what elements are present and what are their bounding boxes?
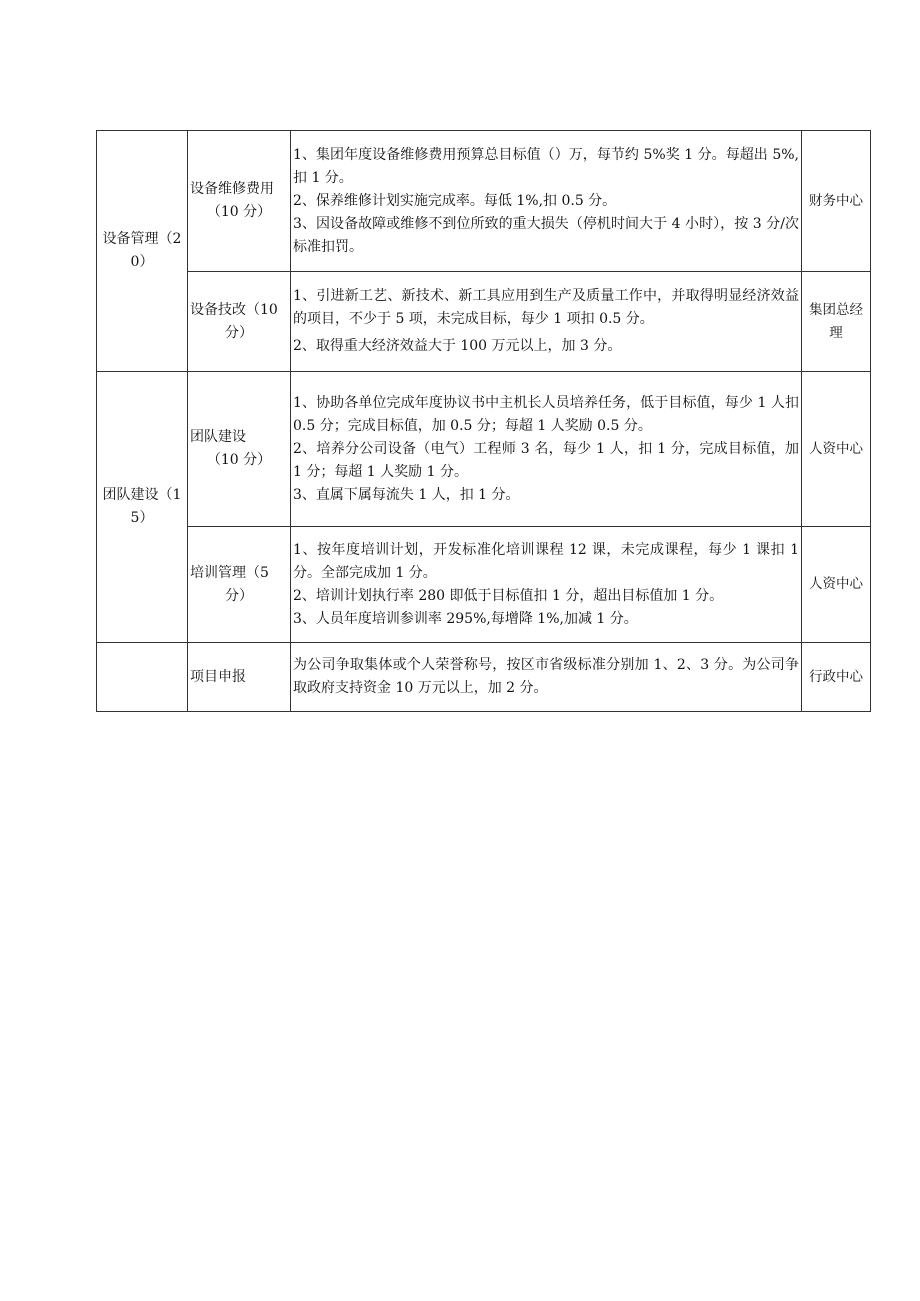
item-score: 分）	[225, 587, 253, 604]
criteria-cell	[291, 372, 802, 527]
criteria-cell	[291, 131, 802, 272]
table-row	[97, 643, 871, 712]
category-label: 设备管理（20）	[102, 231, 182, 270]
criteria-line: 2、取得重大经济效益大于 100 万元以上，加 3 分。	[293, 338, 622, 354]
department-cell: 财务中心	[802, 131, 871, 272]
criteria-line: 3、直属下属每流失 1 人，扣 1 分。	[293, 486, 520, 503]
criteria-cell	[291, 272, 802, 372]
item-cell	[188, 643, 291, 712]
criteria-line: 1、集团年度设备维修费用预算总目标值（）万，每节约 5%奖 1 分。每超出 5%,扣 1 分。	[293, 146, 799, 186]
document-page	[96, 130, 866, 712]
item-name: 培训管理（5	[190, 564, 269, 581]
category-cell-empty	[97, 643, 188, 712]
department-cell: 行政中心	[802, 643, 871, 712]
table-row	[97, 372, 871, 527]
department-cell: 人资中心	[802, 527, 871, 643]
item-name: 团队建设	[190, 429, 246, 445]
criteria-line: 2、保养维修计划实施完成率。每低 1%,扣 0.5 分。	[293, 192, 617, 209]
item-cell	[188, 131, 291, 272]
item-cell	[188, 272, 291, 372]
criteria-line: 3、人员年度培训参训率 295%,每增降 1%,加减 1 分。	[293, 610, 638, 627]
criteria-line: 为公司争取集体或个人荣誉称号，按区市省级标准分别加 1、2、3 分。为公司争取政府支持资金 10 万元以上，加 2 分。	[293, 657, 799, 696]
item-name: 设备技改（10	[190, 301, 278, 318]
criteria-line: 1、协助各单位完成年度协议书中主机长人员培养任务，低于目标值，每少 1 人扣 0.5 分；完成目标值，加 0.5 分；每超 1 人奖励 0.5 分。	[293, 394, 799, 434]
category-cell-equipment	[97, 131, 188, 372]
criteria-line: 1、引进新工艺、新技术、新工具应用到生产及质量工作中，并取得明显经济效益的项目，不少于 5 项，未完成目标，每少 1 项扣 0.5 分。	[293, 288, 799, 327]
table-row	[97, 272, 871, 372]
item-score: （10 分）	[206, 452, 272, 468]
item-name: 设备维修费用	[190, 181, 274, 197]
item-score: 分）	[225, 324, 253, 341]
category-label: 团队建设（15）	[102, 487, 182, 526]
criteria-line: 1、按年度培训计划，开发标准化培训课程 12 课，未完成课程，每少 1 课扣 1 分。全部完成加 1 分。	[293, 541, 799, 581]
department-cell: 人资中心	[802, 372, 871, 527]
item-score: （10 分）	[206, 204, 272, 220]
table-row	[97, 527, 871, 643]
department-label: 集团总经理	[809, 301, 863, 341]
table-row	[97, 131, 871, 272]
criteria-line: 3、因设备故障或维修不到位所致的重大损失（停机时间大于 4 小时），按 3 分/次标准扣罚。	[293, 215, 799, 255]
criteria-line: 2、培养分公司设备（电气）工程师 3 名，每少 1 人，扣 1 分，完成目标值，加 1 分；每超 1 人奖励 1 分。	[293, 440, 799, 480]
item-cell	[188, 372, 291, 527]
assessment-table	[96, 130, 871, 712]
criteria-cell	[291, 527, 802, 643]
criteria-line: 2、培训计划执行率 280 即低于目标值扣 1 分，超出目标值加 1 分。	[293, 587, 724, 604]
item-name: 项目申报	[190, 668, 246, 685]
item-cell	[188, 527, 291, 643]
department-cell	[802, 272, 871, 372]
category-cell-team	[97, 372, 188, 643]
criteria-cell	[291, 643, 802, 712]
